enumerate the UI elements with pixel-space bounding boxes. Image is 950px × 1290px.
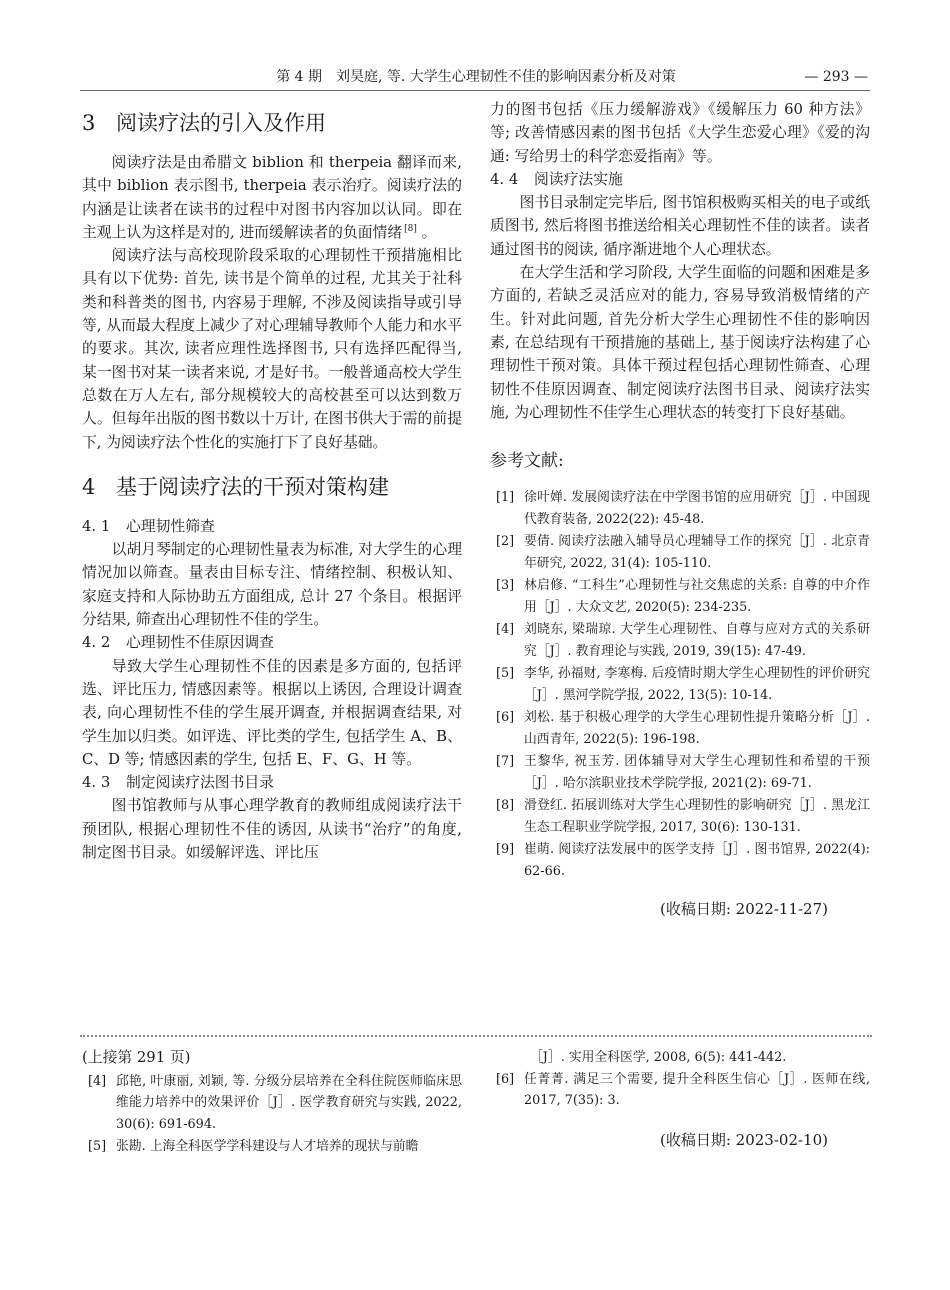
header-rule xyxy=(80,90,870,91)
reference-item xyxy=(490,795,870,838)
reference-text: 要倩. 阅读疗法融入辅导员心理辅导工作的探究［J］. 北京青年研究, 2022, 31(4): 105-110. xyxy=(524,534,870,571)
reference-number: [7] xyxy=(496,754,515,770)
subsection-title: 制定阅读疗法图书目录 xyxy=(126,774,274,792)
reference-text: 刘松. 基于积极心理学的大学生心理韧性提升策略分析［J］. 山西青年, 2022(5): 196-198. xyxy=(524,710,870,747)
reference-item xyxy=(490,487,870,530)
section-3-title: 阅读疗法的引入及作用 xyxy=(116,111,326,135)
reference-item xyxy=(490,663,870,706)
reference-text: 李华, 孙福财, 李寒梅. 后疫情时期大学生心理韧性的评价研究［J］. 黑河学院学报, 2022, 13(5): 10-14. xyxy=(524,666,870,703)
reference-text: 邱艳, 叶康丽, 刘颖, 等. 分级分层培养在全科住院医师临床思维能力培养中的效果评价［J］. 医学教育研究与实践, 2022, 30(6): 691-694. xyxy=(116,1073,462,1132)
continued-references-left xyxy=(82,1047,462,1159)
reference-text: 刘晓东, 梁瑞琼. 大学生心理韧性、自尊与应对方式的关系研究［J］. 教育理论与实践, 2019, 39(15): 47-49. xyxy=(524,622,870,659)
subsection-title: 心理韧性不佳原因调查 xyxy=(126,634,274,652)
subsection-title: 心理韧性筛查 xyxy=(126,517,215,535)
subsection-4-3-heading xyxy=(82,771,462,794)
reference-item xyxy=(490,707,870,750)
subsection-title: 阅读疗法实施 xyxy=(534,170,623,188)
reference-number: [3] xyxy=(496,578,515,594)
reference-text: 滑登红. 拓展训练对大学生心理韧性的影响研究［J］. 黑龙江生态工程职业学院学报, 2017, 30(6): 130-131. xyxy=(524,798,870,835)
references-heading: 参考文献: xyxy=(490,451,564,472)
subsection-number: 4. 2 xyxy=(82,634,111,652)
received-date: (收稿日期: 2023-02-10) xyxy=(659,1130,828,1149)
paragraph: 阅读疗法与高校现阶段采取的心理韧性干预措施相比具有以下优势: 首先, 读书是个简单的过程, 尤其关于社科类和科普类的图书, 内容易于理解, 不涉及阅读指导或引导等, 从而最大程度上减少了对心理辅导教师个人能力和水平的要求。其次, 读者应理性选择图书, 只有选择匹配得当, 某一图书对某一读者来说, 才是好书。一般普通高校大学生总数在万人左右, 部分规模较大的高校甚至可以达到数万人。但每年出版的图书数以十万计, 在图书供大于需的前提下, 为阅读疗法个性化的实施打下了良好基础。 xyxy=(82,247,462,451)
paragraph: 图书馆教师与从事心理学教育的教师组成阅读疗法干预团队, 根据心理韧性不佳的诱因, 从读书“治疗”的角度, 制定图书目录。如缓解评选、评比压 xyxy=(82,797,462,862)
reference-item xyxy=(490,531,870,574)
received-date: (收稿日期: 2022-11-27) xyxy=(659,900,828,919)
paragraph-continuation: 力的图书包括《压力缓解游戏》《缓解压力 60 种方法》等; 改善情感因素的图书包括《大学生恋爱心理》《爱的沟通: 写给男士的科学恋爱指南》等。 xyxy=(490,101,870,165)
section-3-heading xyxy=(82,108,462,138)
header-title: 第 4 期 刘昊庭, 等. 大学生心理韧性不佳的影响因素分析及对策 xyxy=(276,69,676,85)
reference-text: 林启修. “工科生”心理韧性与社交焦虑的关系: 自尊的中介作用［J］. 大众文艺, 2020(5): 234-235. xyxy=(524,578,870,615)
section-divider xyxy=(80,1035,872,1037)
subsection-4-1-heading xyxy=(82,515,462,538)
reference-number: [6] xyxy=(496,710,515,726)
reference-number: [9] xyxy=(496,842,515,858)
subsection-number: 4. 4 xyxy=(490,170,519,188)
reference-text: 王黎华, 祝玉芳. 团体辅导对大学生心理韧性和希望的干预［J］. 哈尔滨职业技术学院学报, 2021(2): 69-71. xyxy=(524,754,870,791)
paragraph xyxy=(82,151,462,244)
reference-item xyxy=(490,751,870,794)
paragraph-text: 阅读疗法是由希腊文 biblion 和 therpeia 翻译而来, 其中 biblion 表示图书, therpeia 表示治疗。阅读疗法的内涵是让读者在读书的过程中对图书内容加以认同。即在主观上认为这样是对的, 进而缓解读者的负面情绪 xyxy=(82,154,462,241)
reference-number: [5] xyxy=(496,666,515,682)
reference-continuation: ［J］. 实用全科医学, 2008, 6(5): 441-442. xyxy=(530,1050,787,1065)
reference-text: 崔萌. 阅读疗法发展中的医学支持［J］. 图书馆界, 2022(4): 62-66. xyxy=(524,842,870,879)
reference-item xyxy=(82,1136,462,1158)
reference-item xyxy=(490,619,870,662)
citation-mark: [8] xyxy=(404,223,417,234)
paragraph: 导致大学生心理韧性不佳的因素是多方面的, 包括评选、评比压力, 情感因素等。根据以上诱因, 合理设计调查表, 向心理韧性不佳的学生展开调查, 并根据调查结果, 对学生加以归类。如评选、评比类的学生, 包括学生 A、B、C、D 等; 情感因素的学生, 包括 E、F、G、H 等。 xyxy=(82,657,462,768)
reference-item xyxy=(82,1071,462,1136)
reference-number: [4] xyxy=(88,1073,107,1089)
page-number: — 293 — xyxy=(804,69,868,85)
conclusion-paragraph: 在大学生活和学习阶段, 大学生面临的问题和困难是多方面的, 若缺乏灵活应对的能力, 容易导致消极情绪的产生。针对此问题, 首先分析大学生心理韧性不佳的影响因素, 在总结现有干预措施的基础上, 基于阅读疗法构建了心理韧性干预对策。具体干预过程包括心理韧性筛查、心理韧性不佳原因调查、制定阅读疗法图书目录、阅读疗法实施, 为心理韧性不佳学生心理状态的转变打下良好基础。 xyxy=(490,264,870,421)
subsection-4-2-heading xyxy=(82,631,462,654)
continued-references-right xyxy=(490,1047,870,1151)
reference-item xyxy=(490,575,870,618)
left-column xyxy=(82,98,462,864)
reference-number: [2] xyxy=(496,534,515,550)
subsection-4-4-heading xyxy=(490,168,870,191)
reference-number: [4] xyxy=(496,622,515,638)
subsection-number: 4. 3 xyxy=(82,774,111,792)
continued-from-label: (上接第 291 页) xyxy=(82,1049,191,1066)
section-4-heading xyxy=(82,472,462,502)
reference-list xyxy=(490,487,870,882)
right-column xyxy=(490,98,870,922)
subsection-number: 4. 1 xyxy=(82,517,111,535)
section-3-number: 3 xyxy=(82,111,96,135)
reference-number: [1] xyxy=(496,490,515,506)
paragraph: 以胡月琴制定的心理韧性量表为标准, 对大学生的心理情况加以筛查。量表由目标专注、情绪控制、积极认知、家庭支持和人际协助五方面组成, 总计 27 个条目。根据评分结果, 筛查出心理韧性不佳的学生。 xyxy=(82,541,462,629)
running-header xyxy=(80,66,872,88)
section-4-title: 基于阅读疗法的干预对策构建 xyxy=(116,474,389,499)
reference-text: 任菁菁. 满足三个需要, 提升全科医生信心［J］. 医师在线, 2017, 7(35): 3. xyxy=(524,1071,870,1108)
paragraph: 图书目录制定完毕后, 图书馆积极购买相关的电子或纸质图书, 然后将图书推送给相关心理韧性不佳的读者。读者通过图书的阅读, 循序渐进地个人心理状态。 xyxy=(490,194,870,258)
reference-text: 徐叶婵. 发展阅读疗法在中学图书馆的应用研究［J］. 中国现代教育装备, 2022(22): 45-48. xyxy=(524,490,870,527)
reference-number: [8] xyxy=(496,798,515,814)
reference-text: 张勘. 上海全科医学学科建设与人才培养的现状与前瞻 xyxy=(116,1139,419,1154)
reference-number: [5] xyxy=(88,1139,107,1154)
paragraph-end: 。 xyxy=(416,223,437,241)
reference-item xyxy=(490,839,870,882)
reference-number: [6] xyxy=(496,1071,515,1087)
section-4-number: 4 xyxy=(82,474,96,499)
reference-item xyxy=(490,1069,870,1112)
